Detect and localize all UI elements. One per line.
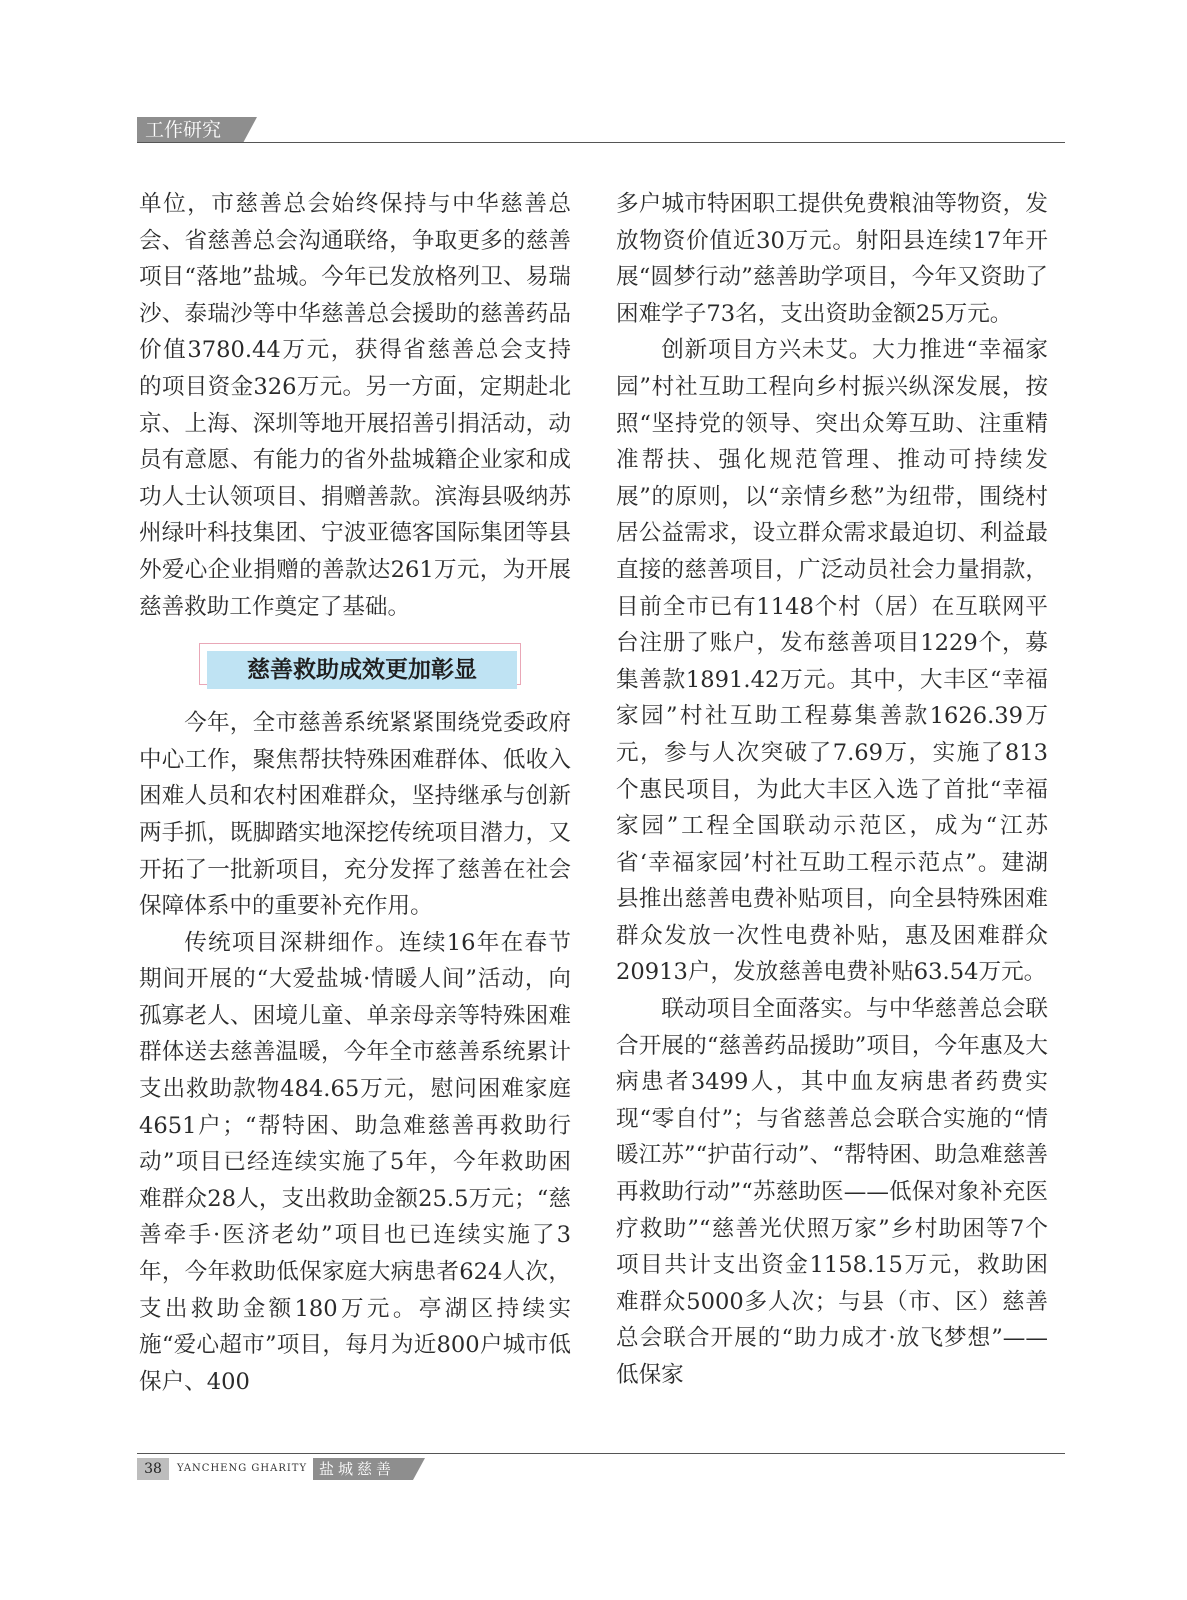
- footer-divider: [137, 1453, 1065, 1454]
- section-label-tab: [137, 117, 243, 143]
- right-column: [616, 186, 1048, 1394]
- right-paragraph-2: 创新项目方兴未艾。大力推进“幸福家园”村社互助工程向乡村振兴纵深发展，按照“坚持党的领导、突出众筹互助、注重精准帮扶、强化规范管理、推动可持续发展”的原则，以“亲情乡愁”为纽带，围绕村居公益需求，设立群众需求最迫切、利益最直接的慈善项目，广泛动员社会力量捐款，目前全市已有1148个村（居）在互联网平台注册了账户，发布慈善项目1229个，募集善款1891.42万元。其中，大丰区“幸福家园”村社互助工程募集善款1626.39万元，参与人次突破了7.69万，实施了813个惠民项目，为此大丰区入选了首批“幸福家园”工程全国联动示范区，成为“江苏省‘幸福家园’村社互助工程示范点”。建湖县推出慈善电费补贴项目，向全县特殊困难群众发放一次性电费补贴，惠及困难群众20913户，发放慈善电费补贴63.54万元。: [616, 337, 1048, 986]
- section-heading-box: [199, 643, 525, 689]
- right-paragraph-3: 联动项目全面落实。与中华慈善总会联合开展的“慈善药品援助”项目，今年惠及大病患者3499人，其中血友病患者药费实现“零自付”；与省慈善总会联合实施的“情暖江苏”“护苗行动”、“帮特困、助急难慈善再救助行动”“苏慈助医——低保对象补充医疗救助”“慈善光伏照万家”乡村助困等7个项目共计支出资金1158.15万元，救助困难群众5000多人次；与县（市、区）慈善总会联合开展的“助力成才·放飞梦想”——低保家: [616, 996, 1048, 1388]
- left-column: [139, 186, 571, 1400]
- section-heading: 慈善救助成效更加彰显: [207, 651, 517, 689]
- page-footer: [137, 1458, 437, 1480]
- left-paragraph-1: 单位，市慈善总会始终保持与中华慈善总会、省慈善总会沟通联络，争取更多的慈善项目“落地”盐城。今年已发放格列卫、易瑞沙、泰瑞沙等中华慈善总会援助的慈善药品价值3780.44万元，获得省慈善总会支持的项目资金326万元。另一方面，定期赴北京、上海、深圳等地开展招善引捐活动，动员有意愿、有能力的省外盐城籍企业家和成功人士认领项目、捐赠善款。滨海县吸纳苏州绿叶科技集团、宁波亚德客国际集团等县外爱心企业捐赠的善款达261万元，为开展慈善救助工作奠定了基础。: [139, 191, 571, 620]
- left-paragraph-3: 传统项目深耕细作。连续16年在春节期间开展的“大爱盐城·情暖人间”活动，向孤寡老人、困境儿童、单亲母亲等特殊困难群体送去慈善温暖，今年全市慈善系统累计支出救助款物484.65万元，慰问困难家庭4651户；“帮特困、助急难慈善再救助行动”项目已经连续实施了5年，今年救助困难群众28人，支出救助金额25.5万元；“慈善牵手·医济老幼”项目也已连续实施了3年，今年救助低保家庭大病患者624人次，支出救助金额180万元。亭湖区持续实施“爱心超市”项目，每月为近800户城市低保户、400: [139, 929, 571, 1395]
- magazine-name-en: YANCHENG GHARITY: [177, 1463, 308, 1474]
- page-number: 38: [137, 1458, 169, 1480]
- left-paragraph-2: 今年，全市慈善系统紧紧围绕党委政府中心工作，聚焦帮扶特殊困难群体、低收入困难人员和农村困难群众，坚持继承与创新两手抓，既脚踏实地深挖传统项目潜力，又开拓了一批新项目，充分发挥了慈善在社会保障体系中的重要补充作用。: [139, 710, 571, 920]
- magazine-name-cn: 盐城慈善: [313, 1458, 413, 1480]
- right-paragraph-1: 多户城市特困职工提供免费粮油等物资，发放物资价值近30万元。射阳县连续17年开展“圆梦行动”慈善助学项目，今年又资助了困难学子73名，支出资助金额25万元。: [616, 191, 1048, 327]
- section-label: 工作研究: [145, 119, 222, 141]
- header-divider: [137, 142, 1065, 143]
